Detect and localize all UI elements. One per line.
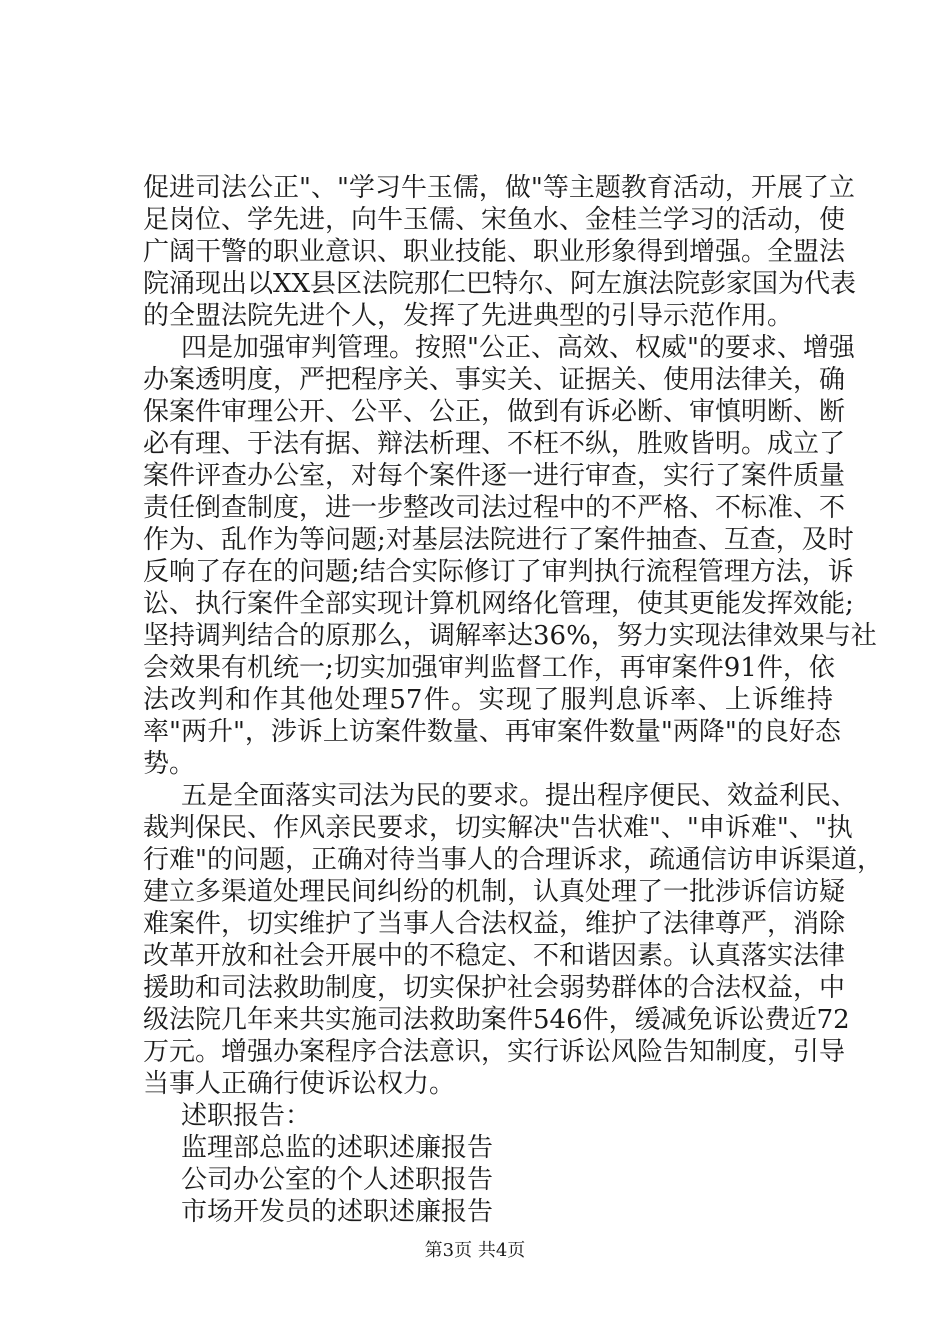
text-line: 万元。增强办案程序合法意识，实行诉讼风险告知制度，引导 bbox=[143, 1037, 846, 1067]
text-line: 级法院几年来共实施司法救助案件546件，缓减免诉讼费近72 bbox=[143, 1005, 850, 1035]
text-line: 改革开放和社会开展中的不稳定、不和谐因素。认真落实法律 bbox=[143, 941, 846, 971]
text-line: 足岗位、学先进，向牛玉儒、宋鱼水、金桂兰学习的活动，使 bbox=[143, 205, 846, 235]
paragraph-trial-management bbox=[143, 332, 877, 780]
text-line: 必有理、于法有据、辩法析理、不枉不纵，胜败皆明。成立了 bbox=[143, 429, 846, 459]
text-line: 保案件审理公开、公平、公正，做到有诉必断、审慎明断、断 bbox=[143, 397, 846, 427]
text-line: 作为、乱作为等问题;对基层法院进行了案件抽查、互查，及时 bbox=[143, 525, 854, 555]
text-line: 坚持调判结合的原那么，调解率达36%，努力实现法律效果与社 bbox=[143, 621, 877, 651]
text-line: 院涌现出以XX县区法院那仁巴特尔、阿左旗法院彭家国为代表 bbox=[143, 269, 857, 299]
related-reports bbox=[143, 1100, 833, 1228]
page-footer: 第3页 共4页 bbox=[424, 1240, 526, 1261]
related-report-link[interactable]: 市场开发员的述职述廉报告 bbox=[181, 1197, 494, 1227]
text-line: 四是加强审判管理。按照"公正、高效、权威"的要求、增强 bbox=[181, 333, 855, 363]
text-line: 广阔干警的职业意识、职业技能、职业形象得到增强。全盟法 bbox=[143, 237, 846, 267]
text-line: 建立多渠道处理民间纠纷的机制，认真处理了一批涉诉信访疑 bbox=[143, 877, 846, 907]
text-line: 裁判保民、作风亲民要求，切实解决"告状难"、"申诉难"、"执 bbox=[143, 813, 853, 843]
related-report-link[interactable]: 监理部总监的述职述廉报告 bbox=[181, 1133, 494, 1163]
text-line: 难案件，切实维护了当事人合法权益，维护了法律尊严，消除 bbox=[143, 909, 846, 939]
text-line: 促进司法公正"、"学习牛玉儒，做"等主题教育活动，开展了立 bbox=[143, 173, 855, 203]
paragraph-continuation bbox=[143, 172, 857, 332]
text-line: 办案透明度，严把程序关、事实关、证据关、使用法律关，确 bbox=[143, 365, 846, 395]
text-line: 援助和司法救助制度，切实保护社会弱势群体的合法权益，中 bbox=[143, 973, 846, 1003]
text-line: 讼、执行案件全部实现计算机网络化管理，使其更能发挥效能; bbox=[143, 589, 854, 619]
text-line: 势。 bbox=[143, 749, 196, 779]
related-reports-heading: 述职报告： bbox=[181, 1101, 312, 1131]
text-line: 会效果有机统一;切实加强审判监督工作，再审案件91件，依 bbox=[143, 653, 835, 683]
text-line: 当事人正确行使诉讼权力。 bbox=[143, 1069, 456, 1099]
text-line: 反响了存在的问题;结合实际修订了审判执行流程管理方法，诉 bbox=[143, 557, 854, 587]
text-line: 案件评查办公室，对每个案件逐一进行审查，实行了案件质量 bbox=[143, 461, 846, 491]
document-body bbox=[143, 172, 883, 1228]
text-line: 行难"的问题，正确对待当事人的合理诉求，疏通信访申诉渠道， bbox=[143, 845, 883, 875]
paragraph-justice-for-people bbox=[143, 780, 883, 1100]
related-report-link[interactable]: 公司办公室的个人述职报告 bbox=[181, 1165, 494, 1195]
text-line: 的全盟法院先进个人，发挥了先进典型的引导示范作用。 bbox=[143, 301, 794, 331]
text-line: 五是全面落实司法为民的要求。提出程序便民、效益利民、 bbox=[181, 781, 858, 811]
text-line: 责任倒查制度，进一步整改司法过程中的不严格、不标准、不 bbox=[143, 493, 846, 523]
text-line: 法改判和作其他处理57件。实现了服判息诉率、上诉维持 bbox=[143, 685, 833, 715]
text-line: 率"两升"，涉诉上访案件数量、再审案件数量"两降"的良好态 bbox=[143, 717, 841, 747]
